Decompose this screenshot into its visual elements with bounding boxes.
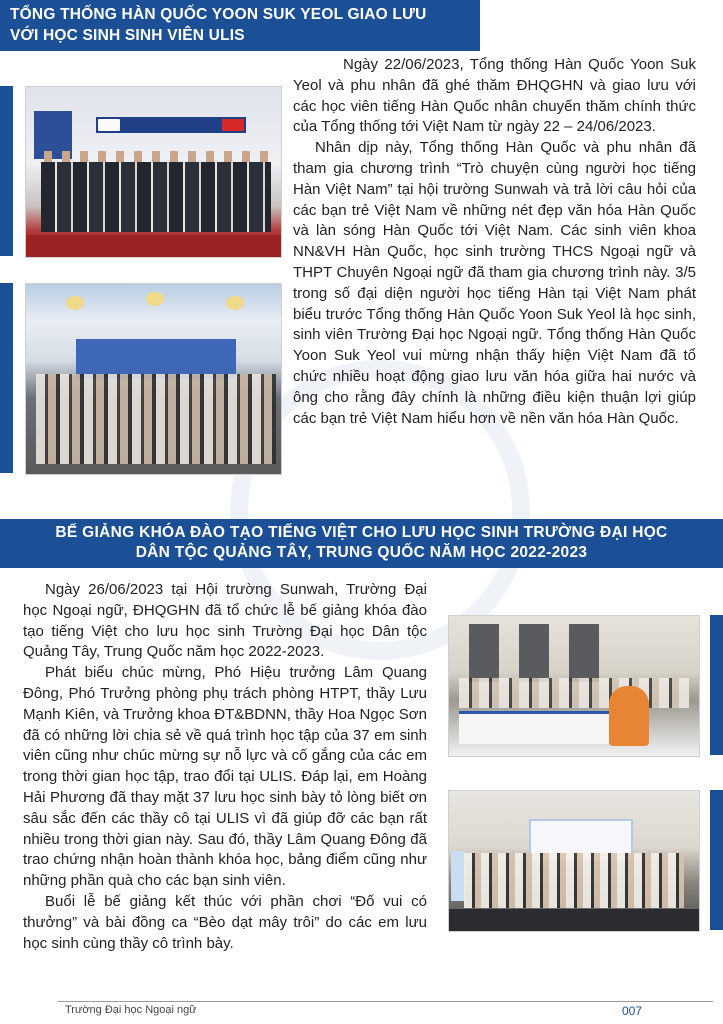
ceiling-lamp	[66, 296, 84, 310]
footer-school-name: Trường Đại học Ngoại ngữ	[65, 1004, 197, 1016]
photo-graduation-group	[448, 790, 700, 932]
photo-delegation	[41, 162, 271, 232]
article1-paragraph: Ngày 22/06/2023, Tổng thống Hàn Quốc Yoon Suk Yeol và phu nhân đã ghé thăm ĐHQGHN và giao lưu với các học viên tiếng Hàn Quốc nhân chuyến thăm chính thức của Tổng thống tới Việt Nam từ ngày 22 – 24/06/2023.	[293, 56, 696, 136]
stage-screen	[76, 339, 236, 379]
article2-title-line2: DÂN TỘC QUẢNG TÂY, TRUNG QUỐC NĂM HỌC 2022-2023	[135, 544, 588, 561]
article2-title-banner	[0, 519, 723, 568]
korea-flag	[98, 119, 120, 131]
article1-title-line2: VỚI HỌC SINH SINH VIÊN ULIS	[10, 27, 245, 44]
hall-window	[569, 624, 599, 682]
photo-president-group	[25, 86, 282, 258]
speaker-person	[609, 686, 649, 746]
standing-poster	[451, 851, 465, 901]
article2-title-line1: BẾ GIẢNG KHÓA ĐÀO TẠO TIẾNG VIỆT CHO LƯU HỌC SINH TRƯỜNG ĐẠI HỌC	[55, 524, 668, 541]
footer-divider	[58, 1001, 713, 1002]
student-crowd	[36, 374, 276, 464]
article1-title-banner	[0, 0, 480, 51]
hall-window	[469, 624, 499, 682]
photo-classroom-ceremony	[448, 615, 700, 757]
chairs-row	[449, 909, 699, 931]
ceiling-lamp	[146, 292, 164, 306]
article2-paragraph: Buổi lễ bế giảng kết thúc với phần chơi “Đố vui có thưởng” và bài đồng ca “Bèo dạt mây trôi” do các em lưu học sinh cùng thầy cô trình bày.	[23, 892, 427, 952]
left-accent-bar-middle	[0, 283, 13, 473]
photo-students-group	[25, 283, 282, 475]
ceiling-lamp	[226, 296, 244, 310]
head-table	[459, 711, 619, 744]
left-accent-bar-top	[0, 86, 13, 256]
right-accent-bar-bottom	[710, 790, 723, 930]
right-accent-bar-top	[710, 615, 723, 755]
page-number: 007	[622, 1004, 643, 1018]
article2-body	[23, 580, 427, 954]
article2-paragraph: Phát biểu chúc mừng, Phó Hiệu trưởng Lâm Quang Đông, Phó Trưởng phòng phụ trách phòng HTPT, thầy Lưu Mạnh Kiên, và Trưởng khoa ĐT&BDNN, thầy Hoa Ngọc Sơn đã có những lời chia sẻ về quá trình học tập của 37 em sinh viên cũng như chúc mừng sự nỗ lực và cố gắng của các em trong thời gian học tập, trao đổi tại ULIS. Đáp lại, em Hoàng Hải Phương đã thay mặt 37 lưu học sinh bày tỏ lòng biết ơn sâu sắc đến các thầy cô tại ULIS vì đã giúp đỡ các bạn rất nhiều trong thời gian này. Sau đó, thầy Lâm Quang Đông đã trao chứng nhận hoàn thành khóa học, bảng điểm cũng như những phần quà cho các bạn sinh viên.	[23, 664, 427, 890]
hall-window	[519, 624, 549, 682]
vietnam-flag	[222, 119, 244, 131]
article1-paragraph: Nhân dịp này, Tổng thống Hàn Quốc và phu nhân đã tham gia chương trình “Trò chuyện cùng người học tiếng Hàn Việt Nam” tại hội trường Sunwah và trả lời câu hỏi của các bạn trẻ Việt Nam về những nét đẹp văn hóa Hàn Quốc và làn sóng Hàn Quốc tới Việt Nam. Các sinh viên khoa NN&VH Hàn Quốc, học sinh trường THCS Ngoại ngữ và THPT Chuyên Ngoại ngữ đã tham gia chương trình này. 3/5 trong số đại diện người học tiếng Hàn tại Việt Nam phát biểu trước Tổng thống Hàn Quốc Yoon Suk Yeol là học sinh, sinh viên Trường Đại học Ngoại ngữ. Tổng thống Hàn Quốc Yoon Suk Yeol vui mừng nhận thấy hiện Việt Nam đã tổ chức nhiều hoạt động giao lưu văn hóa giữa hai nước và ông cho rằng đây chính là những điều kiện thuận lợi giúp các bạn trẻ Việt Nam hiểu hơn về nền văn hóa Hàn Quốc.	[293, 139, 696, 427]
article1-title-line1: TỔNG THỐNG HÀN QUỐC YOON SUK YEOL GIAO LƯU	[10, 6, 427, 23]
article1-body	[293, 55, 696, 429]
article2-paragraph: Ngày 26/06/2023 tại Hội trường Sunwah, Trường Đại học Ngoại ngữ, ĐHQGHN đã tổ chức lễ bế giảng khóa đào tạo tiếng Việt cho lưu học sinh Trường Đại học Dân tộc Quảng Tây, Trung Quốc năm học 2022-2023.	[23, 581, 427, 661]
red-carpet	[26, 235, 281, 257]
audience-row	[459, 678, 689, 708]
graduates-group	[464, 853, 684, 908]
